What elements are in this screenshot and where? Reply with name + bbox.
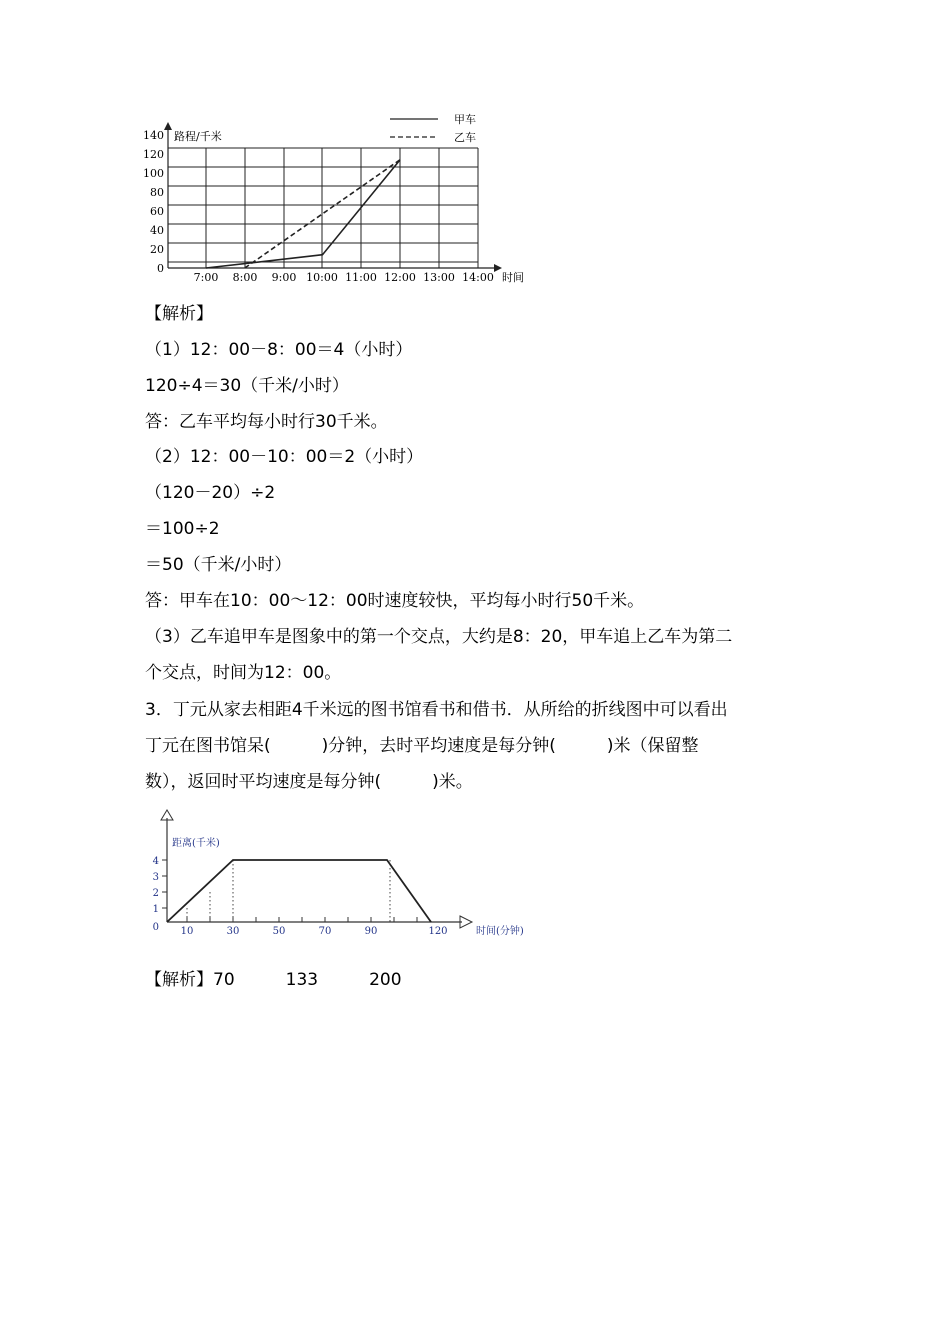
chart1-ytick: 40 bbox=[150, 224, 164, 237]
chart2-xtick: 90 bbox=[364, 926, 378, 937]
chart2-ytick: 4 bbox=[152, 856, 159, 867]
legend-label-yi: 乙车 bbox=[454, 131, 476, 144]
chart1-ytick: 60 bbox=[150, 205, 164, 218]
chart2-ytick: 0 bbox=[152, 922, 159, 933]
travel-chart bbox=[140, 108, 540, 288]
solution-line-3: 答：乙车平均每小时行30千米。 bbox=[145, 412, 388, 432]
chart2-xtick: 10 bbox=[180, 926, 194, 937]
chart1-ytick: 20 bbox=[150, 243, 164, 256]
chart2-series-line bbox=[167, 860, 431, 922]
chart1-grid bbox=[168, 148, 478, 268]
chart1-ytick: 100 bbox=[143, 167, 164, 180]
chart1-ytick: 80 bbox=[150, 186, 164, 199]
chart2-dotted-guides bbox=[187, 860, 390, 922]
chart1-y-arrow bbox=[164, 122, 172, 130]
chart1-xtick: 12:00 bbox=[384, 271, 416, 284]
chart1-x-arrow bbox=[494, 264, 502, 272]
chart2-ytick: 1 bbox=[152, 904, 159, 915]
chart1-y-ticks bbox=[143, 129, 164, 275]
solution-line-6: ＝100÷2 bbox=[145, 519, 220, 539]
chart2-xtick: 70 bbox=[318, 926, 332, 937]
chart1-ytick: 0 bbox=[157, 262, 164, 275]
chart1-series-jia bbox=[206, 160, 400, 268]
question-3-line-1: 3．丁元从家去相距4千米远的图书馆看书和借书．从所给的折线图中可以看出 bbox=[145, 700, 728, 720]
solution-line-5: （120－20）÷2 bbox=[145, 483, 276, 503]
chart1-xtick: 13:00 bbox=[423, 271, 455, 284]
chart1-xlabel: 时间 bbox=[502, 271, 524, 284]
solution-3: 【解析】70 133 200 bbox=[145, 970, 402, 990]
solution-line-10: 个交点，时间为12：00。 bbox=[145, 663, 342, 683]
chart1-xtick: 8:00 bbox=[232, 271, 258, 284]
solution-line-9: （3）乙车追甲车是图象中的第一个交点，大约是8：20，甲车追上乙车为第二 bbox=[145, 627, 733, 647]
chart2-xtick: 50 bbox=[272, 926, 286, 937]
chart1-xtick: 11:00 bbox=[345, 271, 377, 284]
question-3-line-2: 丁元在图书馆呆( )分钟，去时平均速度是每分钟( )米（保留整 bbox=[145, 736, 699, 756]
chart1-xtick: 9:00 bbox=[271, 271, 297, 284]
chart2-ytick: 2 bbox=[152, 888, 159, 899]
chart1-xtick: 10:00 bbox=[306, 271, 338, 284]
distance-chart bbox=[140, 808, 560, 940]
solution-line-4: （2）12：00－10：00＝2（小时） bbox=[145, 447, 424, 467]
chart1-ytick: 120 bbox=[143, 148, 164, 161]
chart2-ytick: 3 bbox=[152, 872, 159, 883]
solution-line-1: （1）12：00－8：00＝4（小时） bbox=[145, 340, 413, 360]
solution-line-7: ＝50（千米/小时） bbox=[145, 555, 292, 575]
chart2-x-ticks bbox=[181, 926, 448, 937]
chart1-ytick: 140 bbox=[143, 129, 164, 142]
question-3-line-3: 数），返回时平均速度是每分钟( )米。 bbox=[145, 772, 473, 792]
solution-line-2: 120÷4＝30（千米/小时） bbox=[145, 376, 349, 396]
legend-label-jia: 甲车 bbox=[454, 113, 476, 126]
solution-line-8: 答：甲车在10：00～12：00时速度较快，平均每小时行50千米。 bbox=[145, 591, 645, 611]
chart2-xtick: 120 bbox=[428, 926, 448, 937]
chart1-xtick: 14:00 bbox=[462, 271, 494, 284]
chart2-xlabel: 时间(分钟) bbox=[476, 926, 524, 937]
chart1-xtick: 7:00 bbox=[193, 271, 219, 284]
solution-heading-1: 【解析】 bbox=[145, 304, 213, 324]
chart2-y-ticks bbox=[153, 856, 159, 933]
chart1-ylabel: 路程/千米 bbox=[174, 130, 222, 143]
chart2-xtick: 30 bbox=[226, 926, 240, 937]
chart2-ylabel: 距离(千米) bbox=[172, 838, 220, 849]
chart1-x-ticks bbox=[194, 271, 494, 284]
